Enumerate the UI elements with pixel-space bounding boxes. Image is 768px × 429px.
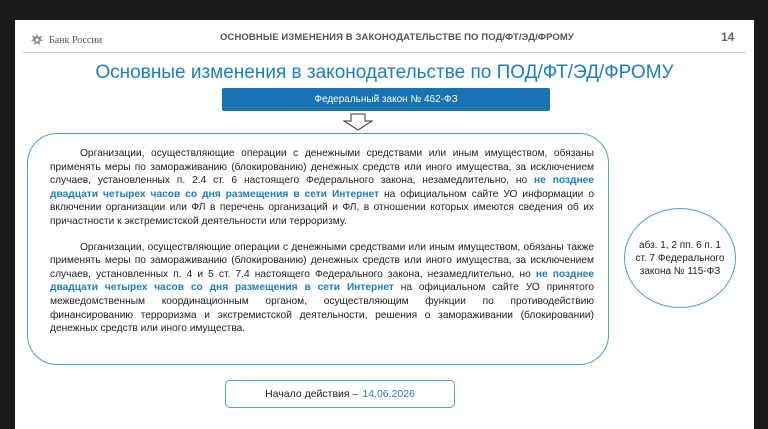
law-label: Федеральный закон № 462-ФЗ bbox=[314, 94, 458, 105]
header-divider bbox=[23, 52, 746, 53]
slide bbox=[15, 20, 754, 429]
page-number: 14 bbox=[721, 30, 735, 44]
paragraph-2-text-end: на официальном сайте УО принятого межведомственным координационным органом, осуществляющим функции по противодействию финансированию терроризма и экстремистской деятельности, решения о замораживании (блокировании) денежных средств или иного имущества. bbox=[50, 282, 594, 335]
start-date-box bbox=[225, 380, 455, 408]
eagle-emblem-icon bbox=[29, 32, 45, 48]
start-date-label: Начало действия – bbox=[265, 388, 359, 400]
paragraph-2-text: Организации, осуществляющие операции с денежными средствами или иным имуществом, обязаны также применять меры по замораживанию (блокированию) денежных средств или иного имущества, за исключением случаев, установленных п. 4 и 5 ст. 7.4 настоящего Федерального закона, незамедлительно, но bbox=[50, 241, 594, 280]
law-label-box bbox=[222, 88, 550, 111]
paragraph-2-highlight: не позднее двадцати четырех часов со дня размещения в сети Интернет bbox=[50, 268, 594, 294]
law-reference: абз. 1, 2 пп. 6 п. 1 ст. 7 Федерального закона № 115-ФЗ bbox=[635, 239, 725, 277]
paragraph-1-text-end: на официальном сайте УО информации о включении организации или ФЛ в перечень организаций и ФЛ, в отношении которых имеются сведения об их причастности к экстремистской деятельности или терроризму. bbox=[50, 188, 595, 227]
page-title: Основные изменения в законодательстве по ПОД/ФТ/ЭД/ФРОМУ bbox=[95, 62, 674, 83]
law-reference-ellipse bbox=[624, 208, 736, 308]
content-box bbox=[27, 133, 609, 365]
header-title: ОСНОВНЫЕ ИЗМЕНЕНИЯ В ЗАКОНОДАТЕЛЬСТВЕ ПО ПОД/ФТ/ЭД/ФРОМУ bbox=[220, 32, 574, 43]
start-date-value: 14.06.2026 bbox=[362, 388, 415, 400]
paragraph-1-highlight: не позднее двадцати четырех часов со дня размещения в сети Интернет bbox=[50, 175, 594, 200]
logo-text: Банк России bbox=[49, 34, 103, 46]
paragraph-1-text: Организации, осуществляющие операции с денежными средствами или иным имуществом, обязаны применять меры по замораживанию (блокированию) денежных средств или иного имущества, за исключением случаев, установленных п. 2.4 ст. 6 настоящего Федерального закона, незамедлительно, но bbox=[50, 148, 594, 187]
paragraph-1 bbox=[50, 147, 594, 229]
bank-logo bbox=[29, 32, 102, 48]
paragraph-2 bbox=[50, 241, 594, 336]
